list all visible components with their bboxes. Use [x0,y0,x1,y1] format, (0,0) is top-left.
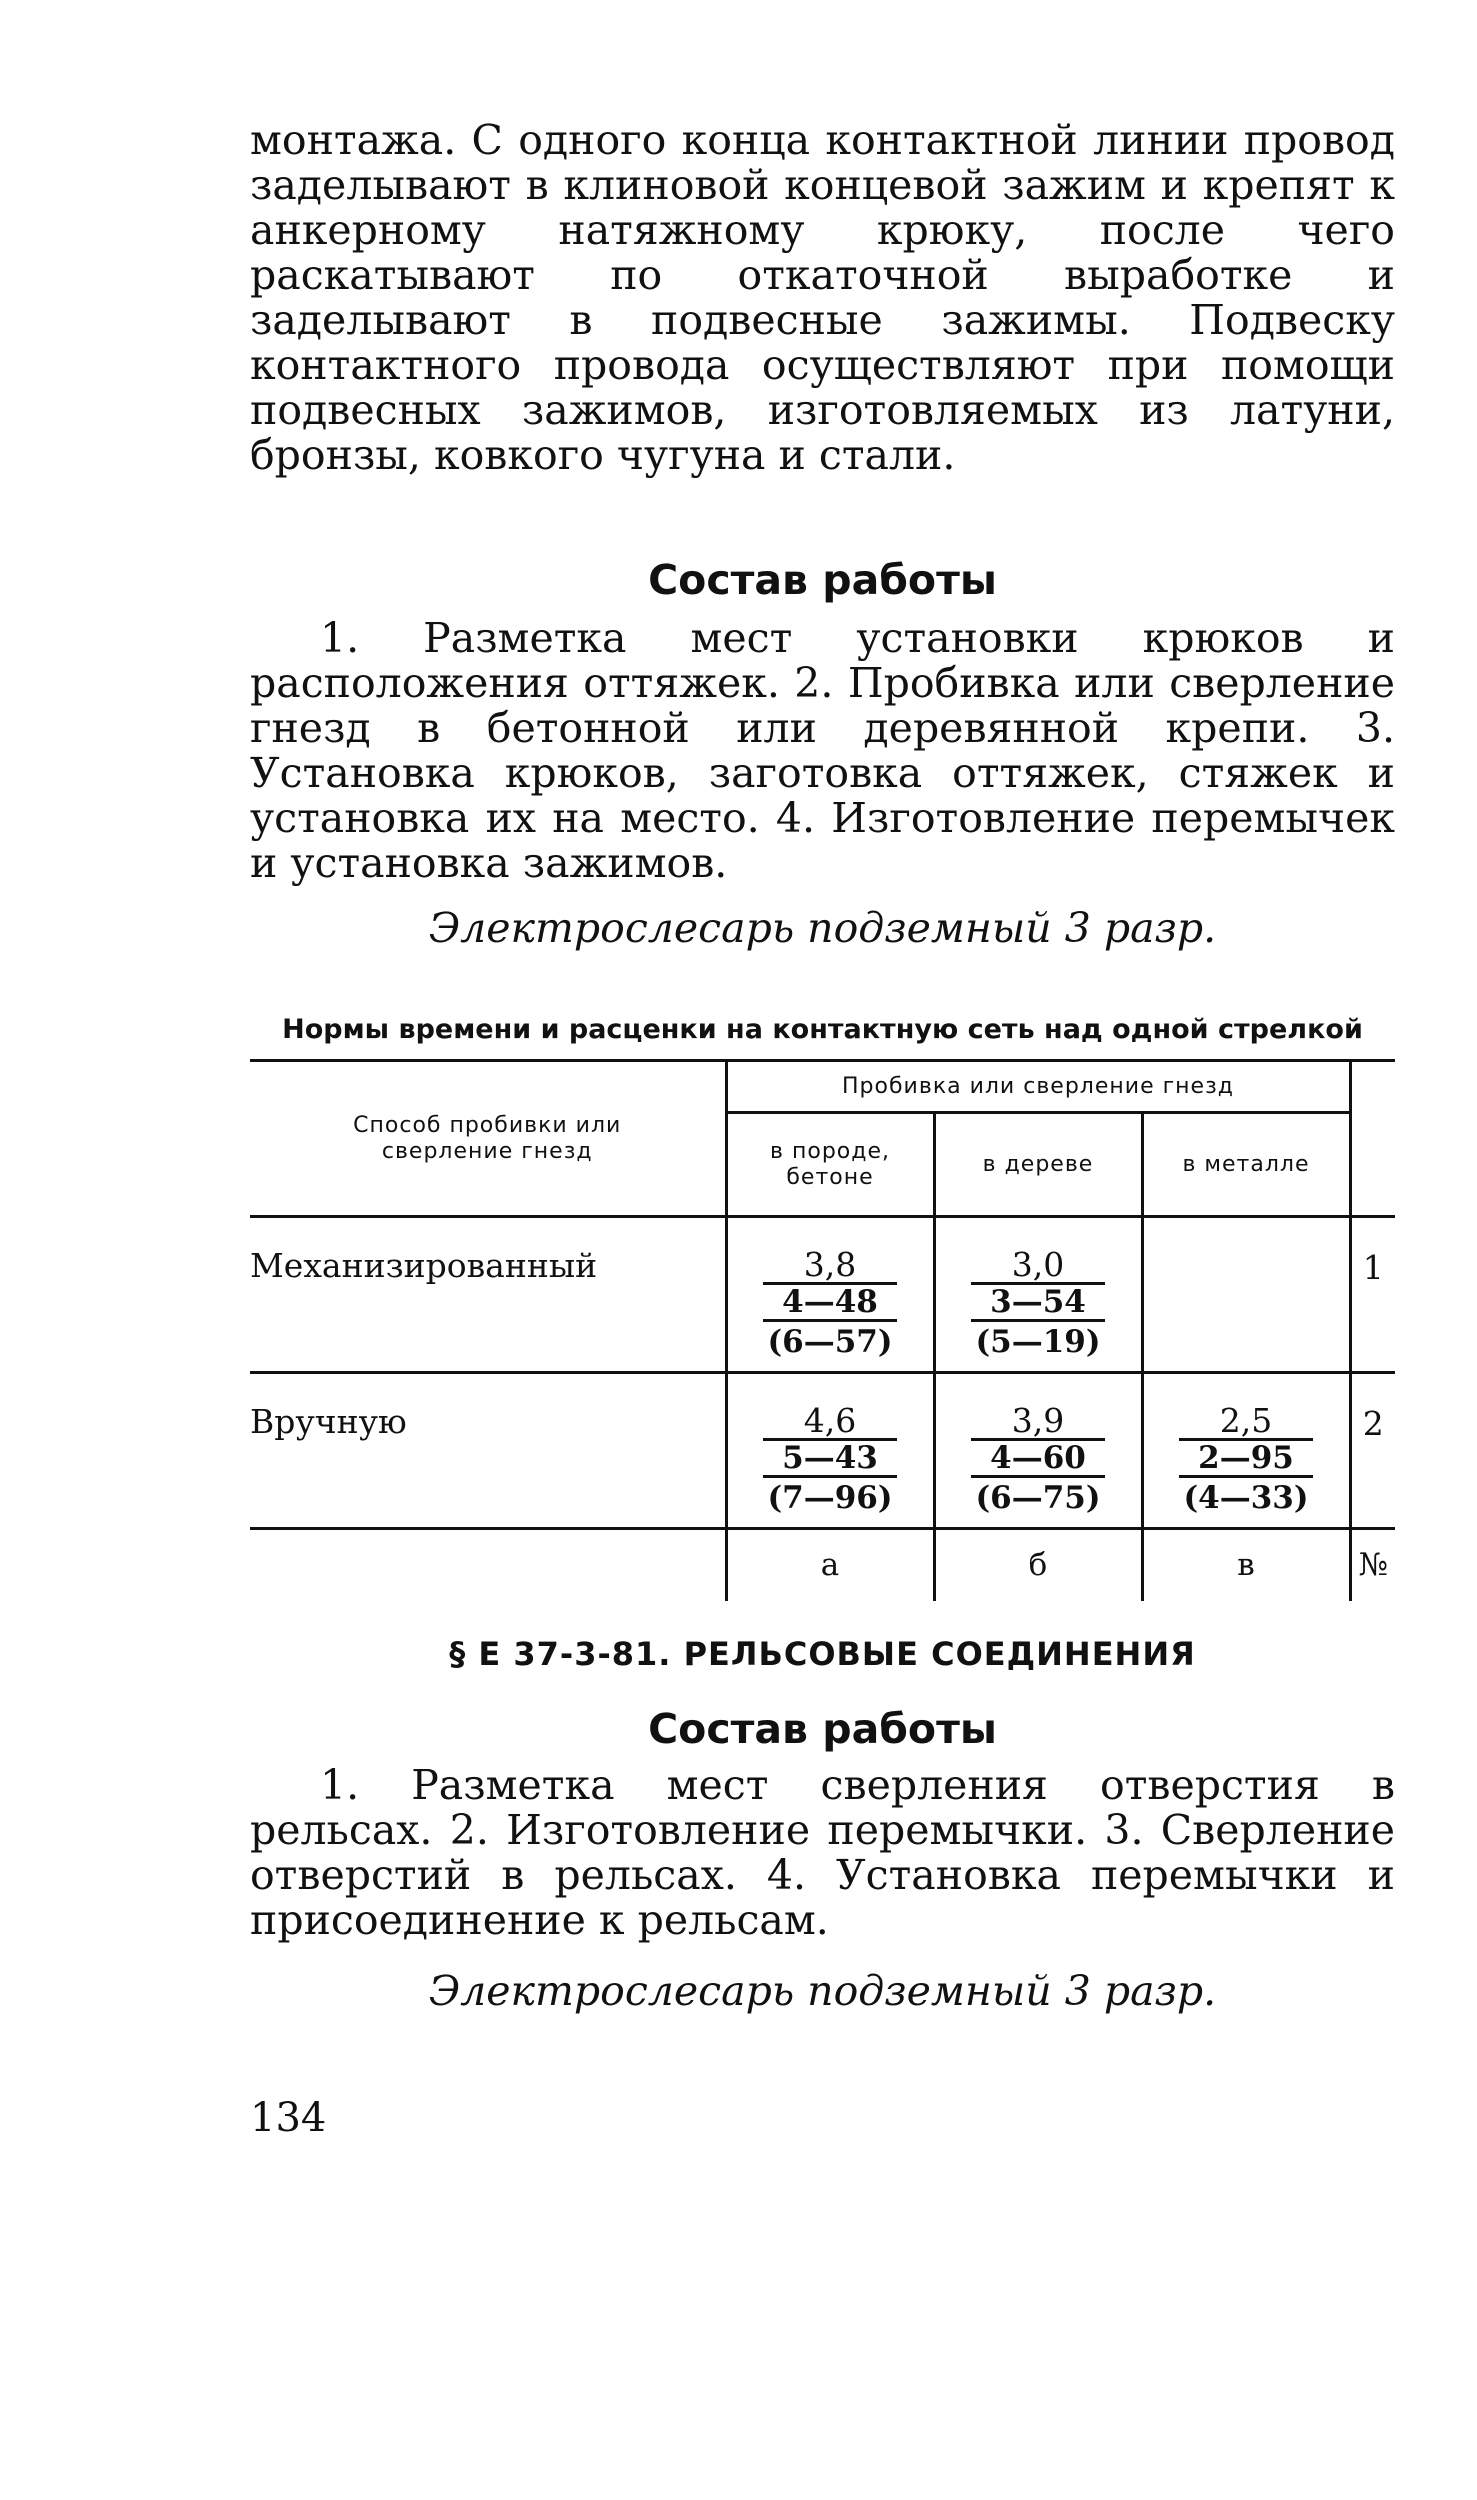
table-row [250,1217,1395,1373]
price-rate: 3—54 [971,1285,1104,1322]
rate-fraction [971,1401,1104,1518]
rate-fraction [763,1245,896,1362]
row-number: 2 [1350,1373,1395,1529]
table-footer-row [250,1529,1395,1601]
page-number: 134 [250,2094,327,2141]
rate-fraction [971,1245,1104,1362]
price-rate: 2—95 [1179,1441,1312,1478]
price-rate: 4—60 [971,1441,1104,1478]
intro-paragraph: монтажа. С одного конца контактной линии провод заделывают в клиновой концевой зажим и крепят к анкерному натяжному крюку, после чего раскатывают по откаточной выработке и заделывают в подвесные зажимы. Подвеску контактного провода осуществляют при помощи подвесных зажимов, изготовляемых из латуни, бронзы, ковкого чугуна и стали. [250,116,1395,479]
time-norm: 2,5 [1179,1404,1312,1441]
empty-value-cell [1142,1217,1350,1373]
time-norm: 3,8 [763,1248,896,1285]
value-cell [726,1217,934,1373]
time-norm: 3,0 [971,1248,1104,1285]
column-header-rock: в породе, бетоне [726,1113,934,1217]
rate-fraction [1179,1401,1312,1518]
value-cell [726,1373,934,1529]
value-cell [934,1217,1142,1373]
row-number: 1 [1350,1217,1395,1373]
footer-label-a: а [726,1529,934,1601]
work-composition-paragraph: 1. Разметка мест установки крюков и расположения оттяжек. 2. Пробивка или сверление гнезд в бетонной или деревянной крепи. 3. Установка крюков, заготовка оттяжек, стяжек и установка их на место. 4. Изготовление перемычек и установка зажимов. [250,614,1395,887]
footer-label-v: в [1142,1529,1350,1601]
work-composition-heading-2: Состав работы [648,1704,997,1753]
alt-price-rate: (7—96) [767,1480,893,1516]
column-header-wood: в дереве [934,1113,1142,1217]
alt-price-rate: (5—19) [975,1324,1101,1360]
time-norm: 4,6 [763,1404,896,1441]
worker-role-2: Электрослесарь подземный 3 разр. [428,1966,1217,2015]
worker-role: Электрослесарь подземный 3 разр. [428,904,1217,952]
drilling-group-header: Пробивка или сверление гнезд [726,1061,1350,1113]
alt-price-rate: (6—57) [767,1324,893,1360]
work-composition-paragraph-2: 1. Разметка мест сверления отверстия в рельсах. 2. Изготовление перемычки. 3. Сверление отверстий в рельсах. 4. Установка перемычки и присоединение к рельсам. [250,1760,1395,1944]
footer-label-b: б [934,1529,1142,1601]
value-cell [1142,1373,1350,1529]
price-rate: 4—48 [763,1285,896,1322]
section-title: § Е 37-3-81. РЕЛЬСОВЫЕ СОЕДИНЕНИЯ [449,1634,1196,1673]
value-cell [934,1373,1142,1529]
table-row [250,1373,1395,1529]
price-rate: 5—43 [763,1441,896,1478]
footer-label-number: № [1350,1529,1395,1601]
alt-price-rate: (4—33) [1183,1480,1309,1516]
row-label-mechanized: Механизированный [250,1217,726,1373]
method-column-header: Способ пробивки или сверление гнезд [250,1061,726,1217]
book-page [250,118,1395,2141]
time-norm: 3,9 [971,1404,1104,1441]
work-composition-heading: Состав работы [648,556,997,604]
table-title: Нормы времени и расценки на контактную сеть над одной стрелкой [282,1014,1363,1045]
row-label-manual: Вручную [250,1373,726,1529]
column-header-metal: в металле [1142,1113,1350,1217]
norms-table [250,1059,1395,1601]
footer-empty-cell [250,1529,726,1601]
alt-price-rate: (6—75) [975,1480,1101,1516]
number-column-header [1350,1061,1395,1217]
rate-fraction [763,1401,896,1518]
